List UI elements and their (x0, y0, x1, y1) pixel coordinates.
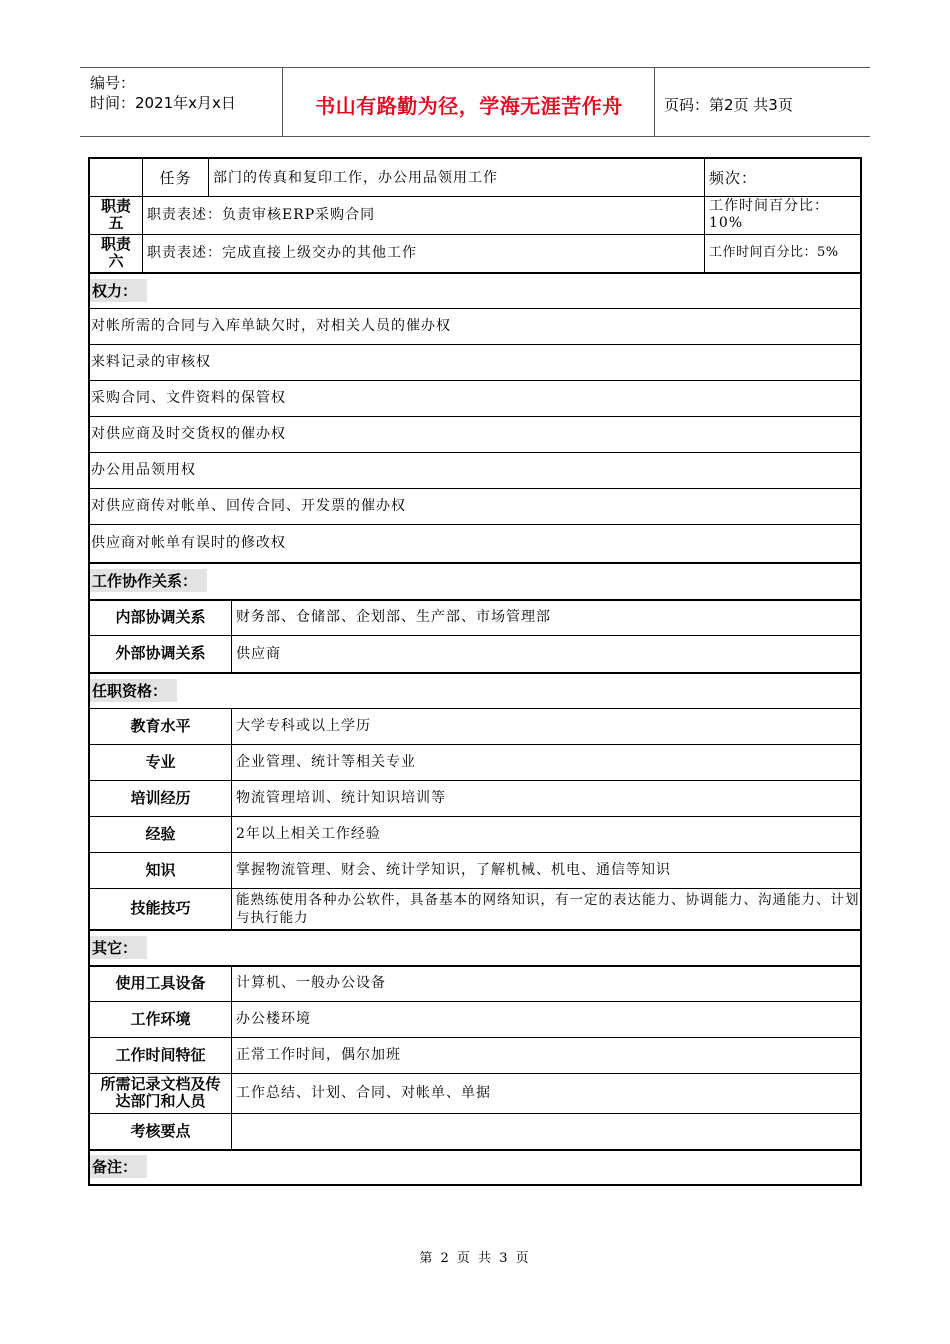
other-value: 工作总结、计划、合同、对帐单、单据 (236, 1085, 491, 1101)
qualification-row (90, 744, 860, 781)
authority-section-row (90, 272, 860, 309)
authority-item-text: 对供应商及时交货权的催办权 (91, 426, 286, 442)
task-label: 任务 (143, 159, 209, 196)
document-date: 时间：2021年x月x日 (90, 94, 236, 112)
authority-item (90, 416, 860, 453)
authority-section-title: 权力： (90, 279, 147, 302)
qualification-row (90, 816, 860, 853)
qualification-row (90, 708, 860, 745)
duty5-percentage: 工作时间百分比：10% (709, 198, 829, 231)
authority-item-text: 供应商对帐单有误时的修改权 (91, 535, 286, 551)
duty6-row (90, 234, 860, 274)
duty6-label: 职责六 (90, 234, 143, 272)
qualification-row (90, 780, 860, 817)
other-label: 所需记录文档及传达部门和人员 (90, 1073, 232, 1113)
duty6-text: 职责表述：完成直接上级交办的其他工作 (143, 234, 705, 272)
header-divider (654, 68, 655, 136)
other-section-row (90, 929, 860, 967)
job-description-table (88, 157, 862, 1186)
authority-item-text: 对帐所需的合同与入库单缺欠时，对相关人员的催办权 (91, 318, 451, 334)
header-motto: 书山有路勤为径，学海无涯苦作舟 (315, 94, 623, 118)
qualification-label: 培训经历 (90, 780, 232, 816)
other-value (232, 1113, 860, 1149)
internal-relations-row (90, 599, 860, 636)
authority-item (90, 452, 860, 489)
qualification-row (90, 852, 860, 889)
authority-item (90, 488, 860, 525)
duty5-text: 职责表述：负责审核ERP采购合同 (143, 196, 705, 234)
page-header (80, 67, 870, 137)
header-page-info: 页码：第2页 共3页 (664, 96, 793, 114)
authority-item (90, 524, 860, 564)
qualification-value: 物流管理培训、统计知识培训等 (236, 790, 446, 806)
qualifications-section-row (90, 672, 860, 709)
qualification-label: 专业 (90, 744, 232, 780)
other-value: 正常工作时间，偶尔加班 (236, 1047, 401, 1063)
header-divider (282, 68, 283, 136)
other-row (90, 965, 860, 1002)
qualification-value: 2年以上相关工作经验 (236, 826, 381, 842)
external-relations-row (90, 635, 860, 674)
other-label: 工作环境 (90, 1001, 232, 1037)
authority-item (90, 380, 860, 417)
qualification-label: 教育水平 (90, 708, 232, 744)
duty5-row (90, 196, 860, 235)
other-row (90, 1001, 860, 1038)
authority-item-text: 对供应商传对帐单、回传合同、开发票的催办权 (91, 498, 406, 514)
qualification-label: 知识 (90, 852, 232, 888)
header-meta (90, 73, 236, 113)
page-footer: 第 2 页 共 3 页 (419, 1251, 531, 1266)
qualification-label: 技能技巧 (90, 888, 232, 929)
other-label: 考核要点 (90, 1113, 232, 1149)
external-relations-label: 外部协调关系 (90, 635, 232, 672)
other-section-title: 其它： (90, 936, 147, 959)
authority-item-text: 来料记录的审核权 (91, 354, 211, 370)
qualification-value: 能熟练使用各种办公软件，具备基本的网络知识，有一定的表达能力、协调能力、沟通能力、计划与执行能力 (236, 891, 860, 926)
document-number-label: 编号： (90, 74, 136, 92)
authority-item (90, 308, 860, 345)
relations-section-row (90, 562, 860, 601)
qualification-row (90, 888, 860, 931)
duty6-percentage: 工作时间百分比：5% (709, 245, 839, 260)
qualification-value: 大学专科或以上学历 (236, 718, 371, 734)
internal-relations-label: 内部协调关系 (90, 599, 232, 635)
authority-item (90, 344, 860, 381)
other-row (90, 1037, 860, 1074)
qualification-label: 经验 (90, 816, 232, 852)
other-label: 使用工具设备 (90, 965, 232, 1001)
other-label: 工作时间特征 (90, 1037, 232, 1073)
external-relations-value: 供应商 (236, 645, 281, 662)
relations-section-title: 工作协作关系： (90, 569, 207, 592)
other-row (90, 1113, 860, 1151)
remarks-row (90, 1149, 860, 1184)
qualifications-section-title: 任职资格： (90, 679, 177, 702)
internal-relations-value: 财务部、仓储部、企划部、生产部、市场管理部 (236, 609, 551, 625)
authority-item-text: 采购合同、文件资料的保管权 (91, 390, 286, 406)
other-row (90, 1073, 860, 1114)
authority-item-text: 办公用品领用权 (91, 462, 196, 478)
qualification-value: 掌握物流管理、财会、统计学知识，了解机械、机电、通信等知识 (236, 862, 671, 878)
remarks-section-title: 备注： (90, 1155, 147, 1178)
task-row (90, 159, 860, 197)
qualification-value: 企业管理、统计等相关专业 (236, 754, 416, 770)
duty5-label: 职责五 (90, 196, 143, 234)
other-value: 计算机、一般办公设备 (236, 975, 386, 991)
other-value: 办公楼环境 (236, 1011, 311, 1027)
task-text: 部门的传真和复印工作，办公用品领用工作 (209, 159, 705, 196)
task-frequency: 频次： (709, 168, 758, 187)
